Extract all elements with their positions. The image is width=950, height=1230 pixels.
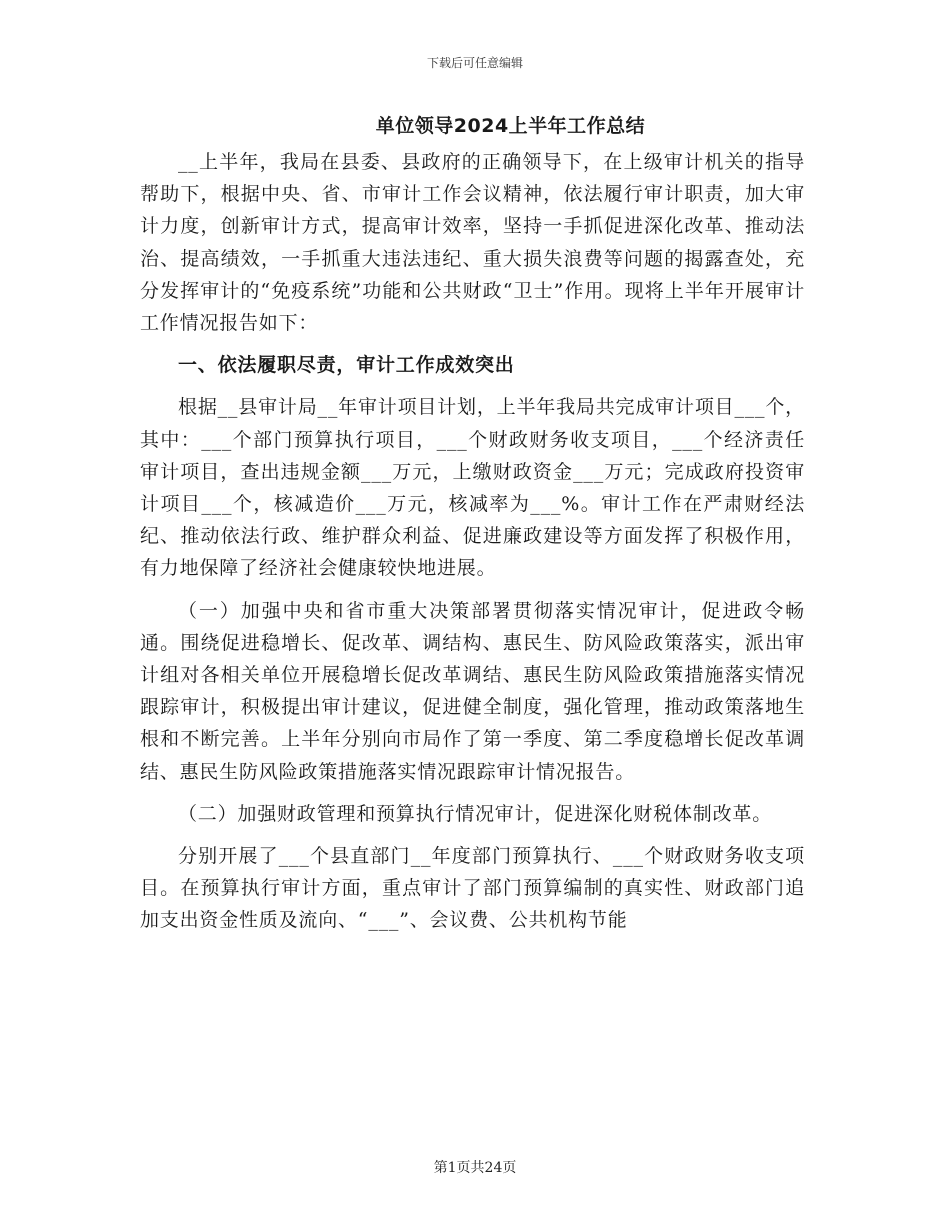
section-1-heading: 一、依法履职尽责，审计工作成效突出 (178, 354, 515, 377)
spacer (140, 830, 805, 840)
subsection-2-paragraph: 分别开展了___个县直部门__年度部门预算执行、___个财政财务收支项目。在预算执行审计方面，重点审计了部门预算编制的真实性、财政部门追加支出资金性质及流向、“___”、会议费、公共机构节能 (140, 845, 805, 932)
subsection-1-paragraph: （一）加强中央和省市重大决策部署贯彻落实情况审计，促进政令畅通。围绕促进稳增长、促改革、调结构、惠民生、防风险政策落实，派出审计组对各相关单位开展稳增长促改革调结、惠民生防风险政策措施落实情况跟踪审计，积极提出审计建议，促进健全制度，强化管理，推动政策落地生根和不断完善。上半年分别向市局作了第一季度、第二季度稳增长促改革调结、惠民生防风险政策措施落实情况跟踪审计情况报告。 (140, 599, 805, 783)
page-number: 第1页共24页 (433, 1160, 517, 1176)
page-header-note: 下载后可任意编辑 (426, 56, 523, 70)
spacer (140, 585, 805, 595)
intro-paragraph: __上半年，我局在县委、县政府的正确领导下，在上级审计机关的指导帮助下，根据中央、省、市审计工作会议精神，依法履行审计职责，加大审计力度，创新审计方式，提高审计效率，坚持一手抓促进深化改革、推动法治、提高绩效，一手抓重大违法违纪、重大损失浪费等问题的揭露查处，充分发挥审计的“免疫系统”功能和公共财政“卫士”作用。现将上半年开展审计工作情况报告如下： (140, 151, 805, 335)
document-title: 单位领导2024上半年工作总结 (375, 115, 646, 137)
spacer (140, 339, 805, 349)
spacer (140, 381, 805, 391)
spacer (140, 788, 805, 798)
document-body (140, 108, 805, 937)
subsection-2-heading: （二）加强财政管理和预算执行情况审计，促进深化财税体制改革。 (178, 802, 773, 825)
section-1-paragraph: 根据__县审计局__年审计项目计划，上半年我局共完成审计项目___个，其中：___个部门预算执行项目，___个财政财务收支项目，___个经济责任审计项目，查出违规金额___万元，上缴财政资金___万元；完成政府投资审计项目___个，核减造价___万元，核减率为___%。审计工作在严肃财经法纪、推动依法行政、维护群众利益、促进廉政建设等方面发挥了积极作用，有力地保障了经济社会健康较快地进展。 (140, 396, 805, 580)
